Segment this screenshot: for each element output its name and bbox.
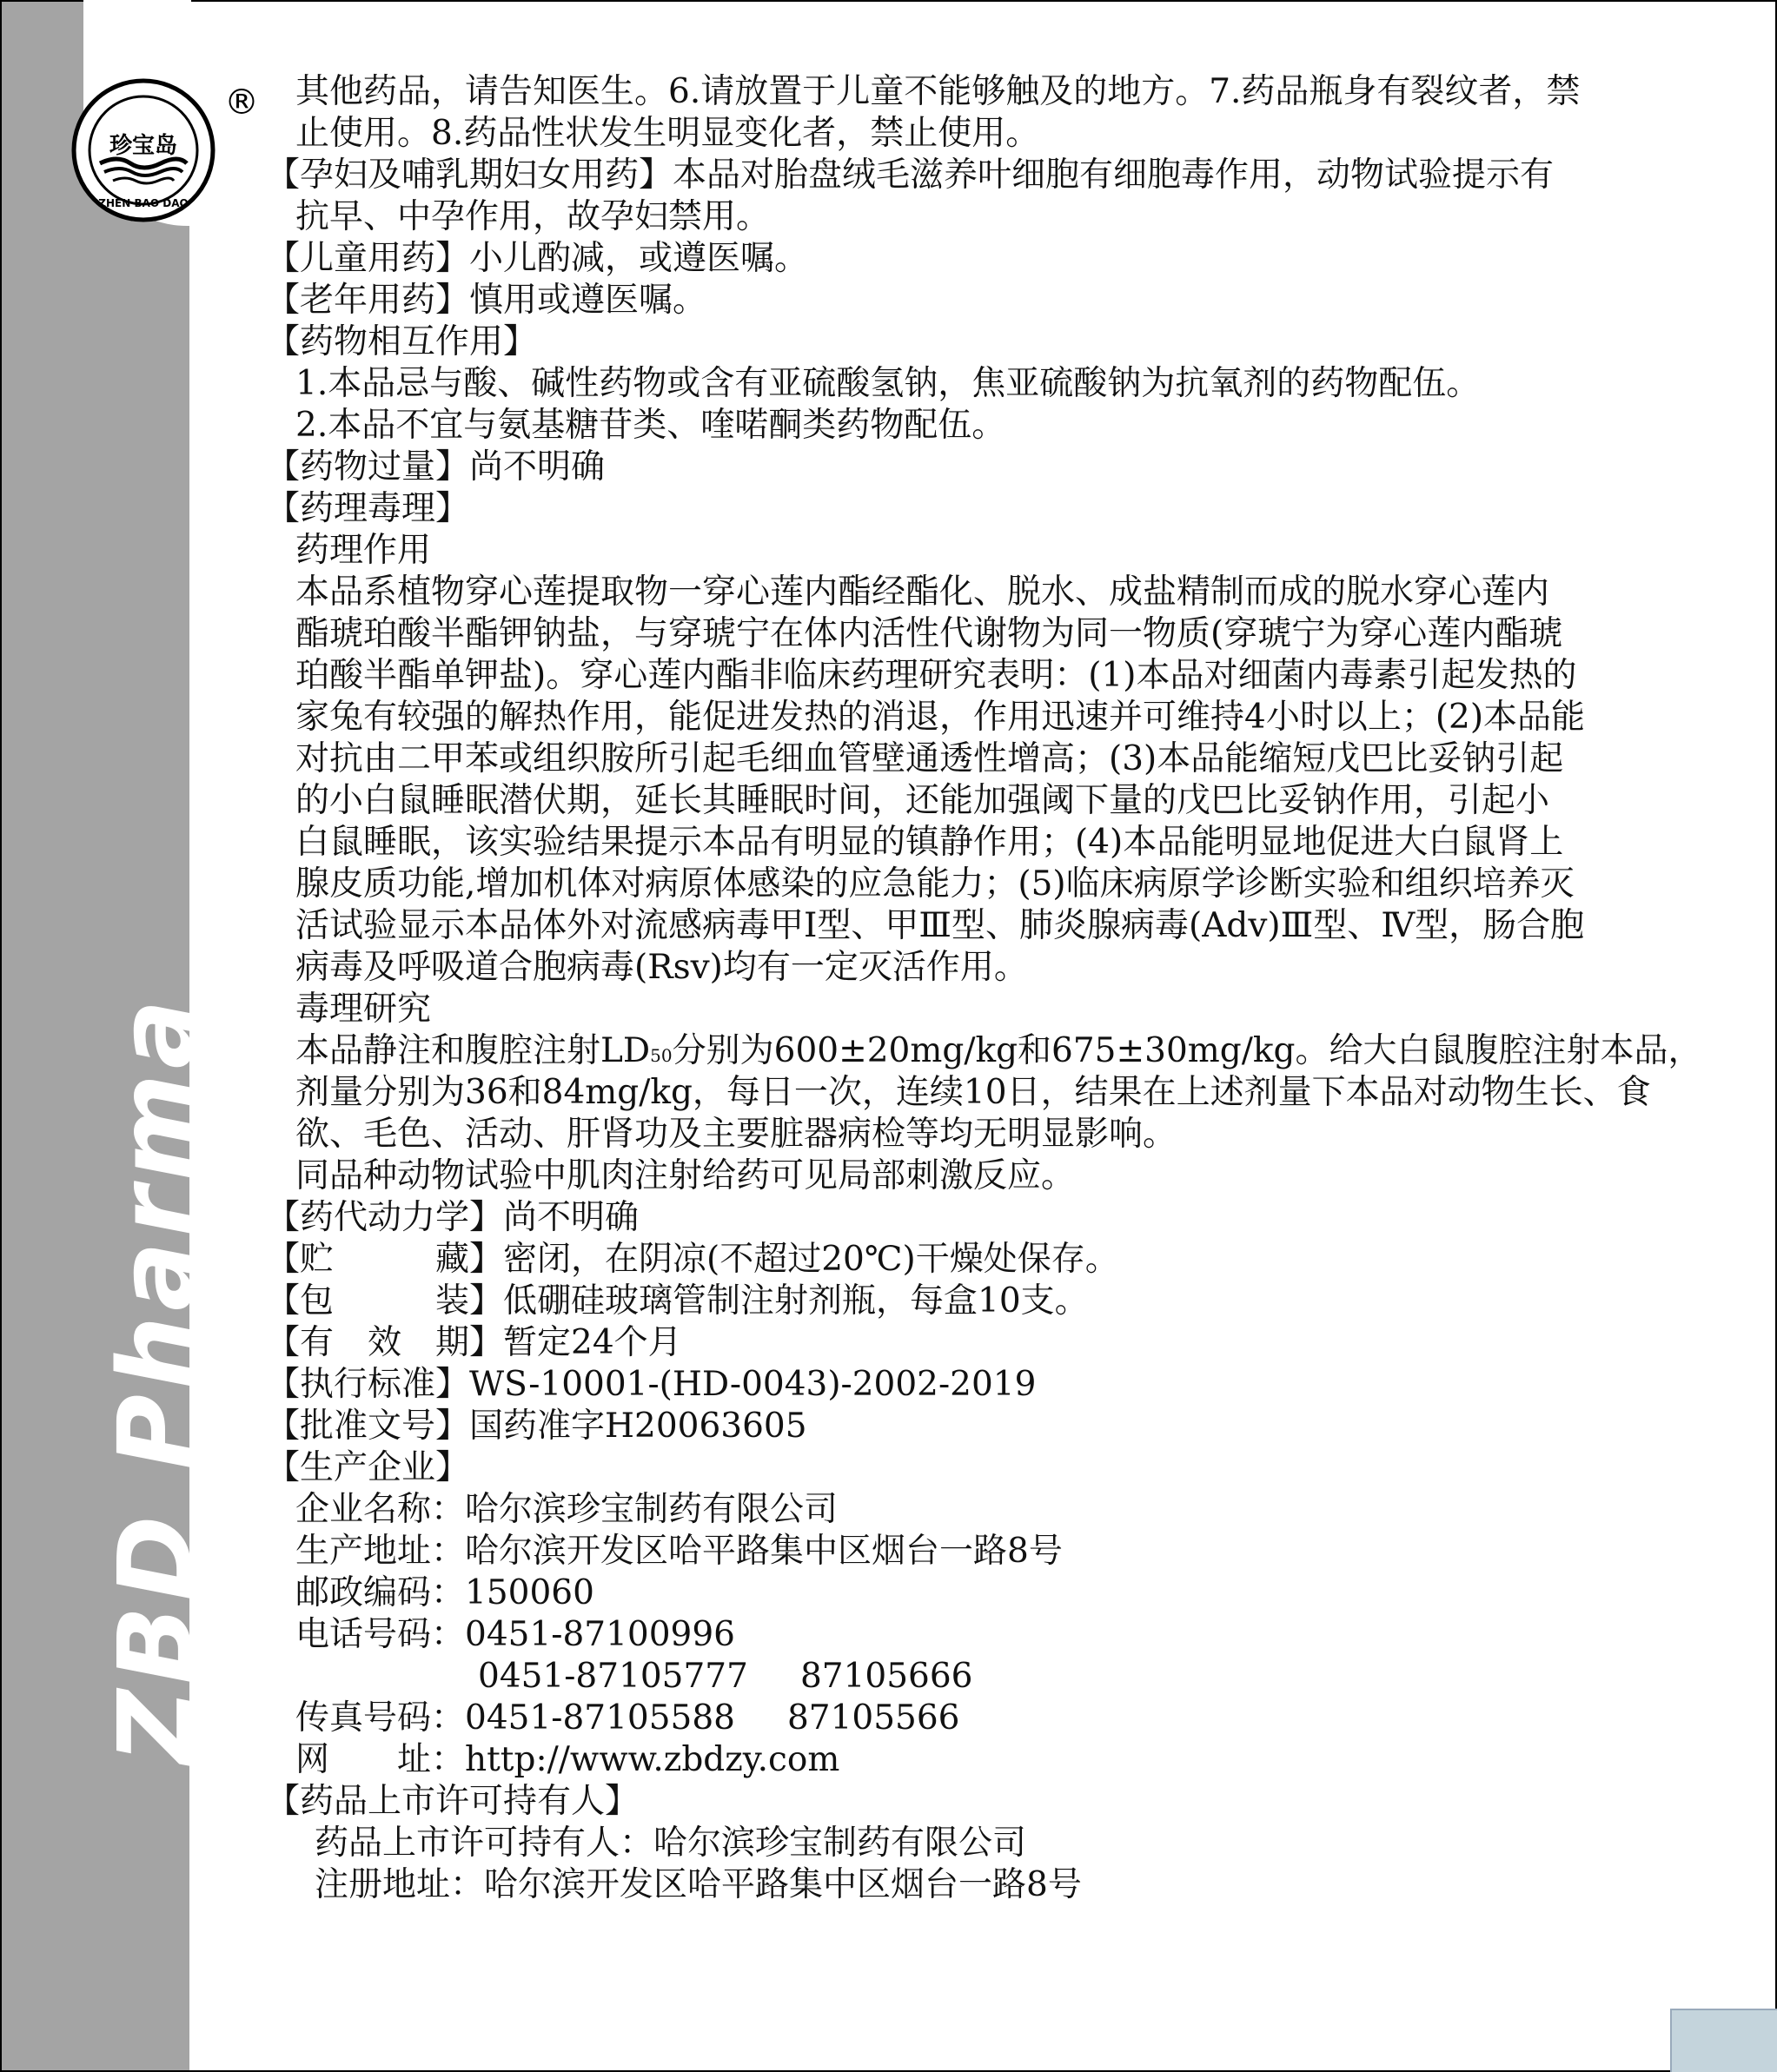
- validity-section: [266, 1322, 1700, 1364]
- registered-mark: ®: [224, 83, 259, 122]
- brand-vertical-text: ZBD Pharma: [96, 994, 215, 1764]
- overdose-heading: 【药物过量】: [266, 447, 470, 487]
- postcode-row: [266, 1572, 1700, 1614]
- precautions-line: 其他药品，请告知医生。6.请放置于儿童不能够触及的地方。7.药品瓶身有裂纹者，禁: [295, 72, 1581, 111]
- pharmacology-line: 病毒及呼吸道合胞病毒(Rsv)均有一定灭活作用。: [295, 948, 1028, 987]
- toxicology-line: 欲、毛色、活动、肝肾功及主要脏器病检等均无明显影响。: [295, 1115, 1177, 1154]
- pharmacology-line: 珀酸半酯单钾盐)。穿心莲内酯非临床药理研究表明：(1)本品对细菌内毒素引起发热的: [295, 656, 1577, 695]
- fax-label: 传真号码：: [295, 1698, 466, 1738]
- mah-holder: 哈尔滨珍宝制药有限公司: [653, 1824, 1027, 1863]
- website-row: [266, 1739, 1700, 1781]
- approval-section: [266, 1406, 1700, 1447]
- pharmacology-line: 活试验显示本品体外对流感病毒甲Ⅰ型、甲Ⅲ型、肺炎腺病毒(Adv)Ⅲ型、Ⅳ型，肠合胞: [295, 906, 1585, 945]
- storage-section: [266, 1239, 1700, 1281]
- ld50-subscript: 50: [650, 1045, 673, 1066]
- precautions-line: 止使用。8.药品性状发生明显变化者，禁止使用。: [295, 114, 1040, 153]
- phone-row: [266, 1614, 1700, 1656]
- toxicology-line-part: 本品静注和腹腔注射LD: [295, 1031, 651, 1070]
- mah-holder-row: [266, 1823, 1700, 1864]
- fax-number: 87105566: [786, 1698, 960, 1738]
- pregnancy-section: [266, 155, 1700, 196]
- phone-number: 87105666: [799, 1657, 973, 1696]
- manufacturer-address-label: 生产地址：: [295, 1532, 466, 1571]
- children-text: 小儿酌减，或遵医嘱。: [469, 239, 809, 278]
- manufacturer-name-label: 企业名称：: [295, 1490, 466, 1529]
- standard-heading: 【执行标准】: [266, 1365, 470, 1404]
- mah-address-row: [266, 1864, 1700, 1906]
- interaction-item: 1.本品忌与酸、碱性药物或含有亚硫酸氢钠，焦亚硫酸钠为抗氧剂的药物配伍。: [295, 364, 1481, 403]
- approval-heading: 【批准文号】: [266, 1407, 470, 1446]
- pharmacology-line: 家兔有较强的解热作用，能促进发热的消退，作用迅速并可维持4小时以上；(2)本品能: [295, 698, 1586, 737]
- interactions-heading: 【药物相互作用】: [266, 322, 538, 361]
- elderly-text: 慎用或遵医嘱。: [469, 281, 707, 320]
- postcode: 150060: [465, 1573, 594, 1612]
- overdose-text: 尚不明确: [469, 447, 606, 487]
- pregnancy-text: 本品对胎盘绒毛滋养叶细胞有细胞毒作用，动物试验提示有: [673, 156, 1555, 195]
- pharmacokinetics-section: [266, 1197, 1700, 1239]
- pharmacology-line: 的小白鼠睡眠潜伏期，延长其睡眠时间，还能加强阈下量的戊巴比妥钠作用，引起小: [295, 781, 1550, 820]
- pharmacology-line: 腺皮质功能,增加机体对病原体感染的应急能力；(5)临床病原学诊断实验和组织培养灭: [295, 864, 1575, 904]
- mah-address-label: 注册地址：: [315, 1865, 485, 1904]
- overdose-section: [266, 447, 1700, 488]
- logo-text: 珍宝岛: [109, 133, 178, 159]
- toxicology-line-part: 分别为600±20mg/kg和675±30mg/kg。给大白鼠腹腔注射本品，: [672, 1031, 1702, 1070]
- toxicology-line: [266, 1030, 1700, 1072]
- phone-row: [266, 1656, 1700, 1698]
- pharm-tox-heading: 【药理毒理】: [266, 489, 470, 528]
- fax-number: 0451-87105588: [465, 1698, 735, 1738]
- company-logo: [70, 76, 217, 224]
- manufacturer-address: 哈尔滨开发区哈平路集中区烟台一路8号: [465, 1532, 1063, 1571]
- leaflet-content: [266, 71, 1700, 1906]
- mah-address: 哈尔滨开发区哈平路集中区烟台一路8号: [484, 1865, 1082, 1904]
- package-text: 低硼硅玻璃管制注射剂瓶，每盒10支。: [503, 1281, 1089, 1321]
- pharmacology-line: 对抗由二甲苯或组织胺所引起毛细血管壁通透性增高；(3)本品能缩短戊巴比妥钠引起: [295, 739, 1564, 778]
- mah-holder-label: 药品上市许可持有人：: [315, 1824, 654, 1863]
- mah-heading: 【药品上市许可持有人】: [266, 1782, 640, 1821]
- manufacturer-heading: 【生产企业】: [266, 1448, 470, 1487]
- phone-number: 0451-87105777: [478, 1657, 748, 1696]
- children-heading: 【儿童用药】: [266, 239, 470, 278]
- children-section: [266, 238, 1700, 280]
- validity-text: 暂定24个月: [503, 1323, 682, 1362]
- pharmacokinetics-text: 尚不明确: [503, 1198, 640, 1237]
- toxicology-line: 同品种动物试验中肌肉注射给药可见局部刺激反应。: [295, 1156, 1076, 1195]
- pharmacology-line: 白鼠睡眠，该实验结果提示本品有明显的镇静作用；(4)本品能明显地促进大白鼠肾上: [295, 823, 1564, 862]
- standard-section: [266, 1364, 1700, 1406]
- website-label: 网 址：: [295, 1740, 466, 1779]
- phone-label: 电话号码：: [295, 1615, 466, 1654]
- pharmacokinetics-heading: 【药代动力学】: [266, 1198, 504, 1237]
- storage-heading: 【贮 藏】: [266, 1240, 504, 1279]
- package-section: [266, 1281, 1700, 1322]
- pregnancy-text: 抗早、中孕作用，故孕妇禁用。: [295, 197, 771, 236]
- pregnancy-heading: 【孕妇及哺乳期妇女用药】: [266, 156, 673, 195]
- manufacturer-address-row: [266, 1531, 1700, 1572]
- validity-heading: 【有 效 期】: [266, 1323, 504, 1362]
- website-link[interactable]: http://www.zbdzy.com: [465, 1740, 840, 1779]
- package-heading: 【包 装】: [266, 1281, 504, 1321]
- corner-box: [1670, 2009, 1777, 2072]
- toxicology-line: 剂量分别为36和84mg/kg，每日一次，连续10日，结果在上述剂量下本品对动物生长、食: [295, 1073, 1651, 1112]
- manufacturer-name-row: [266, 1489, 1700, 1531]
- manufacturer-name: 哈尔滨珍宝制药有限公司: [465, 1490, 839, 1529]
- elderly-section: [266, 280, 1700, 321]
- logo-ring-text: ZHEN BAO DAO: [98, 197, 189, 209]
- fax-row: [266, 1698, 1700, 1739]
- pharmacology-line: 本品系植物穿心莲提取物一穿心莲内酯经酯化、脱水、成盐精制而成的脱水穿心莲内: [295, 573, 1550, 612]
- toxicology-title: 毒理研究: [295, 990, 432, 1029]
- interaction-item: 2.本品不宜与氨基糖苷类、喹喏酮类药物配伍。: [295, 406, 1006, 445]
- storage-text: 密闭，在阴凉(不超过20℃)干燥处保存。: [503, 1240, 1119, 1279]
- elderly-heading: 【老年用药】: [266, 281, 470, 320]
- pharmacology-title: 药理作用: [295, 531, 432, 570]
- standard-text: WS-10001-(HD-0043)-2002-2019: [469, 1365, 1037, 1404]
- pharmacology-line: 酯琥珀酸半酯钾钠盐，与穿琥宁在体内活性代谢物为同一物质(穿琥宁为穿心莲内酯琥: [295, 614, 1563, 653]
- postcode-label: 邮政编码：: [295, 1573, 466, 1612]
- phone-number: 0451-87100996: [465, 1615, 735, 1654]
- approval-text: 国药准字H20063605: [469, 1407, 807, 1446]
